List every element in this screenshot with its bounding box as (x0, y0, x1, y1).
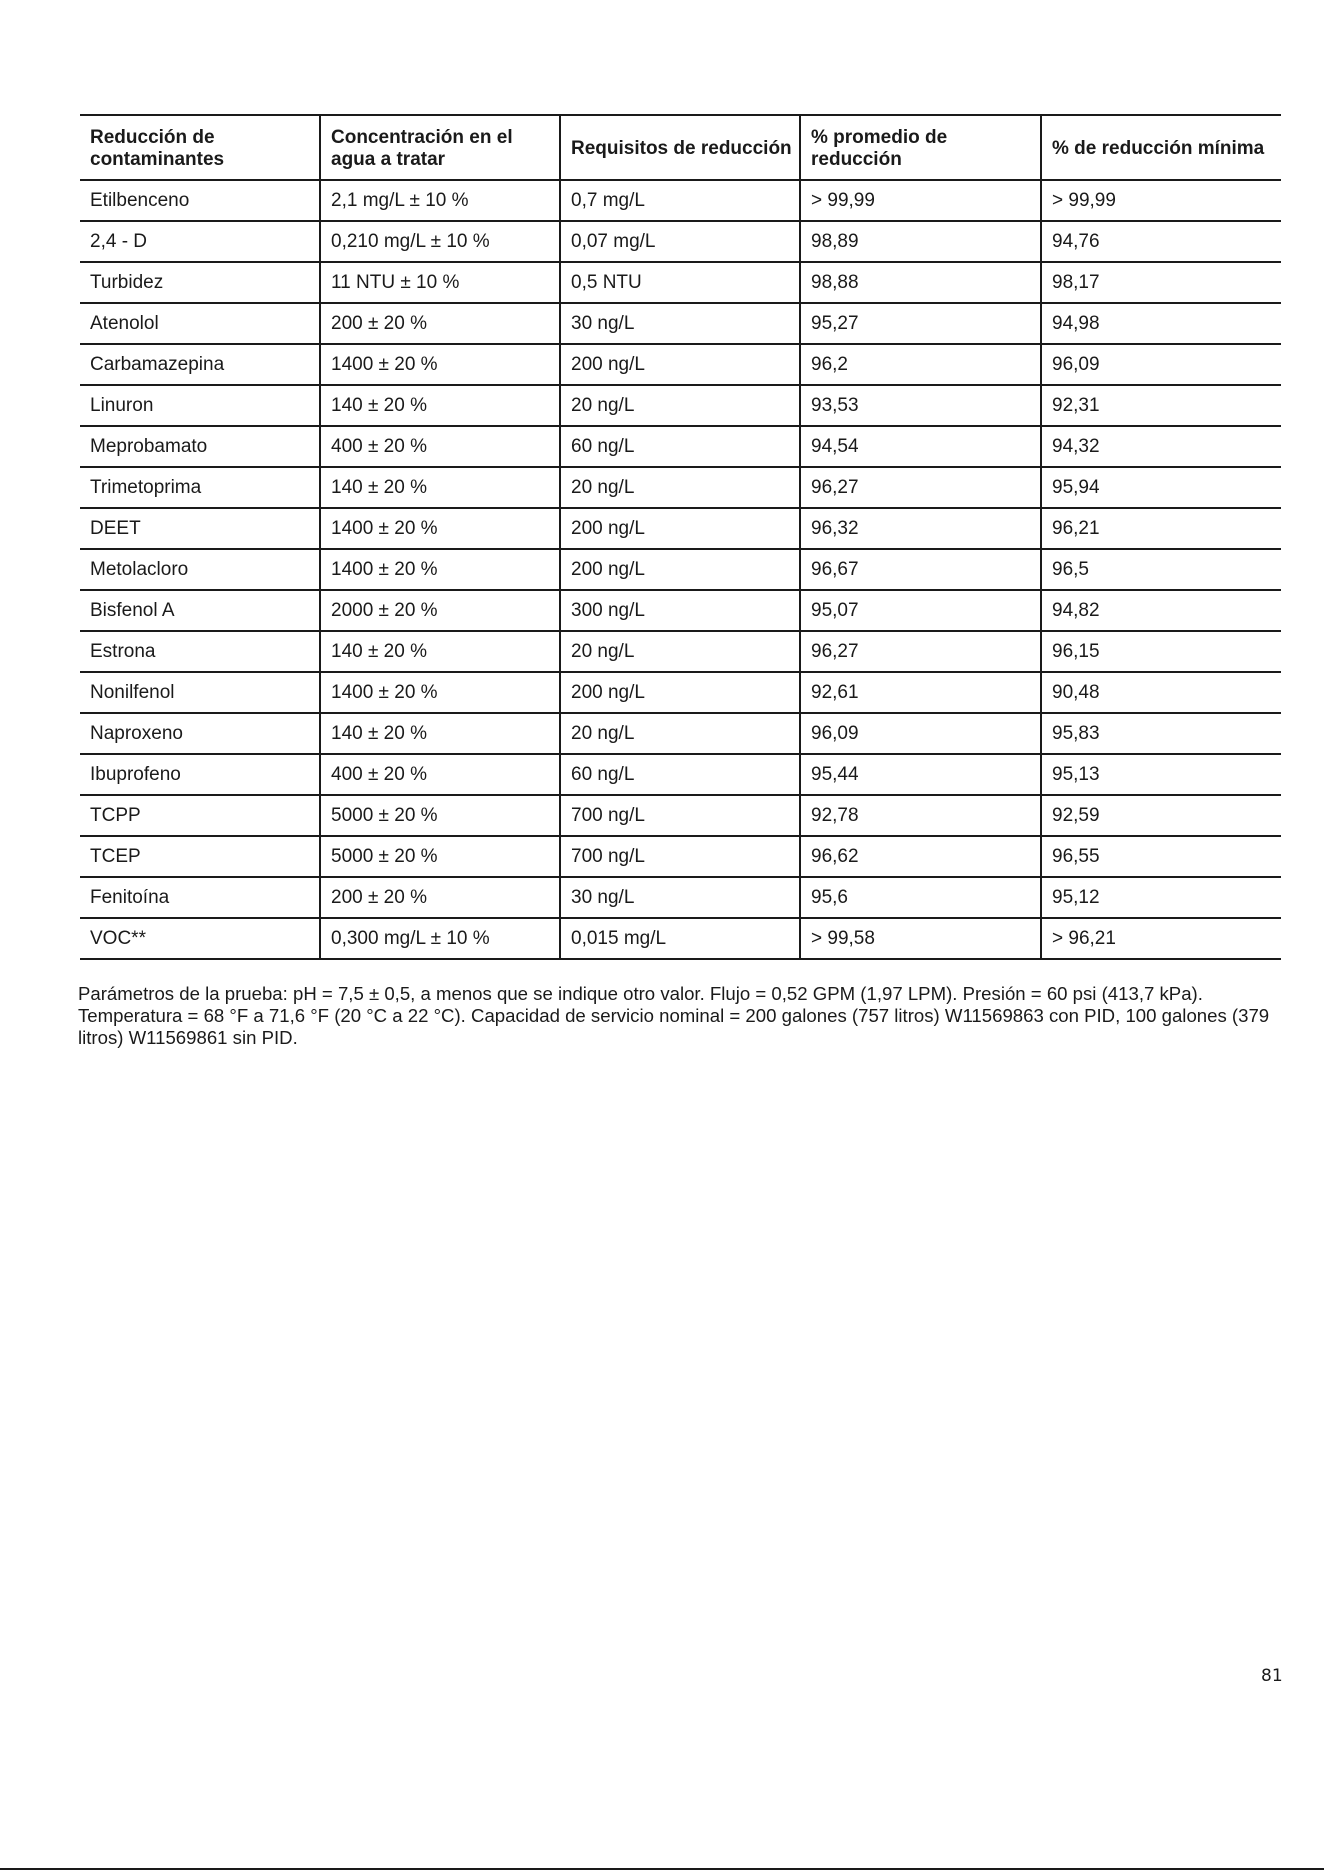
header-reduction-requirement: Requisitos de reducción (560, 115, 800, 180)
cell-average-reduction: 94,54 (800, 426, 1041, 467)
table-row (80, 877, 1281, 918)
cell-reduction-requirement: 30 ng/L (560, 877, 800, 918)
cell-average-reduction: 98,88 (800, 262, 1041, 303)
cell-average-reduction: 96,27 (800, 631, 1041, 672)
table-row (80, 549, 1281, 590)
cell-average-reduction: > 99,99 (800, 180, 1041, 221)
cell-reduction-requirement: 0,5 NTU (560, 262, 800, 303)
cell-average-reduction: 96,32 (800, 508, 1041, 549)
cell-average-reduction: 95,07 (800, 590, 1041, 631)
cell-influent-concentration: 140 ± 20 % (320, 385, 560, 426)
page-bottom-rule (0, 1868, 1324, 1870)
cell-minimum-reduction: 98,17 (1041, 262, 1281, 303)
cell-influent-concentration: 5000 ± 20 % (320, 795, 560, 836)
cell-minimum-reduction: 95,12 (1041, 877, 1281, 918)
cell-reduction-requirement: 20 ng/L (560, 467, 800, 508)
table-row (80, 918, 1281, 959)
cell-reduction-requirement: 200 ng/L (560, 672, 800, 713)
table-row (80, 590, 1281, 631)
cell-reduction-requirement: 60 ng/L (560, 754, 800, 795)
cell-contaminant: DEET (80, 508, 320, 549)
cell-influent-concentration: 1400 ± 20 % (320, 344, 560, 385)
table-row (80, 631, 1281, 672)
cell-reduction-requirement: 300 ng/L (560, 590, 800, 631)
cell-contaminant: Turbidez (80, 262, 320, 303)
table-header-row (80, 115, 1281, 180)
table-row (80, 672, 1281, 713)
header-contaminant: Reducción de contaminantes (80, 115, 320, 180)
cell-contaminant: VOC** (80, 918, 320, 959)
cell-reduction-requirement: 200 ng/L (560, 344, 800, 385)
cell-average-reduction: 96,27 (800, 467, 1041, 508)
cell-influent-concentration: 5000 ± 20 % (320, 836, 560, 877)
cell-contaminant: Naproxeno (80, 713, 320, 754)
table-header (80, 115, 1281, 180)
cell-reduction-requirement: 0,7 mg/L (560, 180, 800, 221)
cell-minimum-reduction: 94,98 (1041, 303, 1281, 344)
header-minimum-reduction: % de reducción mínima (1041, 115, 1281, 180)
cell-influent-concentration: 0,300 mg/L ± 10 % (320, 918, 560, 959)
table-row (80, 426, 1281, 467)
cell-influent-concentration: 0,210 mg/L ± 10 % (320, 221, 560, 262)
cell-reduction-requirement: 60 ng/L (560, 426, 800, 467)
cell-minimum-reduction: 94,82 (1041, 590, 1281, 631)
cell-reduction-requirement: 0,015 mg/L (560, 918, 800, 959)
cell-average-reduction: 96,62 (800, 836, 1041, 877)
cell-influent-concentration: 400 ± 20 % (320, 754, 560, 795)
cell-contaminant: Atenolol (80, 303, 320, 344)
table-row (80, 467, 1281, 508)
cell-minimum-reduction: 95,83 (1041, 713, 1281, 754)
cell-minimum-reduction: 96,5 (1041, 549, 1281, 590)
cell-minimum-reduction: 95,94 (1041, 467, 1281, 508)
cell-minimum-reduction: 94,32 (1041, 426, 1281, 467)
table-row (80, 508, 1281, 549)
cell-contaminant: Nonilfenol (80, 672, 320, 713)
cell-contaminant: Bisfenol A (80, 590, 320, 631)
cell-average-reduction: 96,09 (800, 713, 1041, 754)
cell-minimum-reduction: 96,55 (1041, 836, 1281, 877)
cell-contaminant: Metolacloro (80, 549, 320, 590)
cell-influent-concentration: 140 ± 20 % (320, 713, 560, 754)
cell-contaminant: Meprobamato (80, 426, 320, 467)
cell-reduction-requirement: 700 ng/L (560, 795, 800, 836)
table-body (80, 180, 1281, 959)
cell-minimum-reduction: > 96,21 (1041, 918, 1281, 959)
cell-average-reduction: 95,6 (800, 877, 1041, 918)
cell-minimum-reduction: > 99,99 (1041, 180, 1281, 221)
cell-contaminant: 2,4 - D (80, 221, 320, 262)
cell-influent-concentration: 1400 ± 20 % (320, 549, 560, 590)
cell-minimum-reduction: 96,15 (1041, 631, 1281, 672)
table-row (80, 713, 1281, 754)
cell-reduction-requirement: 200 ng/L (560, 549, 800, 590)
table-row (80, 180, 1281, 221)
cell-contaminant: Estrona (80, 631, 320, 672)
cell-reduction-requirement: 20 ng/L (560, 631, 800, 672)
cell-reduction-requirement: 20 ng/L (560, 385, 800, 426)
cell-influent-concentration: 2,1 mg/L ± 10 % (320, 180, 560, 221)
cell-minimum-reduction: 92,59 (1041, 795, 1281, 836)
table-row (80, 795, 1281, 836)
table-row (80, 221, 1281, 262)
cell-influent-concentration: 140 ± 20 % (320, 467, 560, 508)
table-row (80, 262, 1281, 303)
cell-average-reduction: > 99,58 (800, 918, 1041, 959)
cell-average-reduction: 92,78 (800, 795, 1041, 836)
cell-influent-concentration: 1400 ± 20 % (320, 508, 560, 549)
cell-minimum-reduction: 96,09 (1041, 344, 1281, 385)
cell-minimum-reduction: 96,21 (1041, 508, 1281, 549)
cell-contaminant: TCPP (80, 795, 320, 836)
test-parameters-footnote: Parámetros de la prueba: pH = 7,5 ± 0,5, a menos que se indique otro valor. Flujo = 0,52 GPM (1,97 LPM). Presión = 60 psi (413,7 kPa). Temperatura = 68 °F a 71,6 °F (20 °C a 22 °C). Capacidad de servicio nominal = 200 galones (757 litros) W11569863 con PID, 100 galones (379 litros) W11569861 sin PID. (78, 982, 1270, 1048)
cell-average-reduction: 98,89 (800, 221, 1041, 262)
cell-minimum-reduction: 90,48 (1041, 672, 1281, 713)
header-influent-concentration: Concentración en el agua a tratar (320, 115, 560, 180)
contaminant-reduction-table (80, 114, 1281, 960)
cell-contaminant: TCEP (80, 836, 320, 877)
table-row (80, 385, 1281, 426)
cell-average-reduction: 95,44 (800, 754, 1041, 795)
cell-influent-concentration: 2000 ± 20 % (320, 590, 560, 631)
cell-contaminant: Linuron (80, 385, 320, 426)
table-row (80, 303, 1281, 344)
cell-influent-concentration: 400 ± 20 % (320, 426, 560, 467)
cell-reduction-requirement: 0,07 mg/L (560, 221, 800, 262)
table-row (80, 344, 1281, 385)
cell-influent-concentration: 200 ± 20 % (320, 877, 560, 918)
cell-contaminant: Ibuprofeno (80, 754, 320, 795)
cell-average-reduction: 96,67 (800, 549, 1041, 590)
cell-reduction-requirement: 30 ng/L (560, 303, 800, 344)
table-row (80, 754, 1281, 795)
cell-influent-concentration: 200 ± 20 % (320, 303, 560, 344)
cell-average-reduction: 92,61 (800, 672, 1041, 713)
header-average-reduction: % promedio de reducción (800, 115, 1041, 180)
cell-influent-concentration: 140 ± 20 % (320, 631, 560, 672)
cell-influent-concentration: 11 NTU ± 10 % (320, 262, 560, 303)
cell-influent-concentration: 1400 ± 20 % (320, 672, 560, 713)
cell-average-reduction: 95,27 (800, 303, 1041, 344)
table-row (80, 836, 1281, 877)
cell-reduction-requirement: 200 ng/L (560, 508, 800, 549)
cell-contaminant: Trimetoprima (80, 467, 320, 508)
cell-minimum-reduction: 95,13 (1041, 754, 1281, 795)
cell-average-reduction: 96,2 (800, 344, 1041, 385)
cell-contaminant: Carbamazepina (80, 344, 320, 385)
cell-minimum-reduction: 92,31 (1041, 385, 1281, 426)
cell-reduction-requirement: 20 ng/L (560, 713, 800, 754)
cell-reduction-requirement: 700 ng/L (560, 836, 800, 877)
page-number: 81 (1261, 1666, 1283, 1686)
cell-contaminant: Etilbenceno (80, 180, 320, 221)
cell-contaminant: Fenitoína (80, 877, 320, 918)
cell-average-reduction: 93,53 (800, 385, 1041, 426)
cell-minimum-reduction: 94,76 (1041, 221, 1281, 262)
